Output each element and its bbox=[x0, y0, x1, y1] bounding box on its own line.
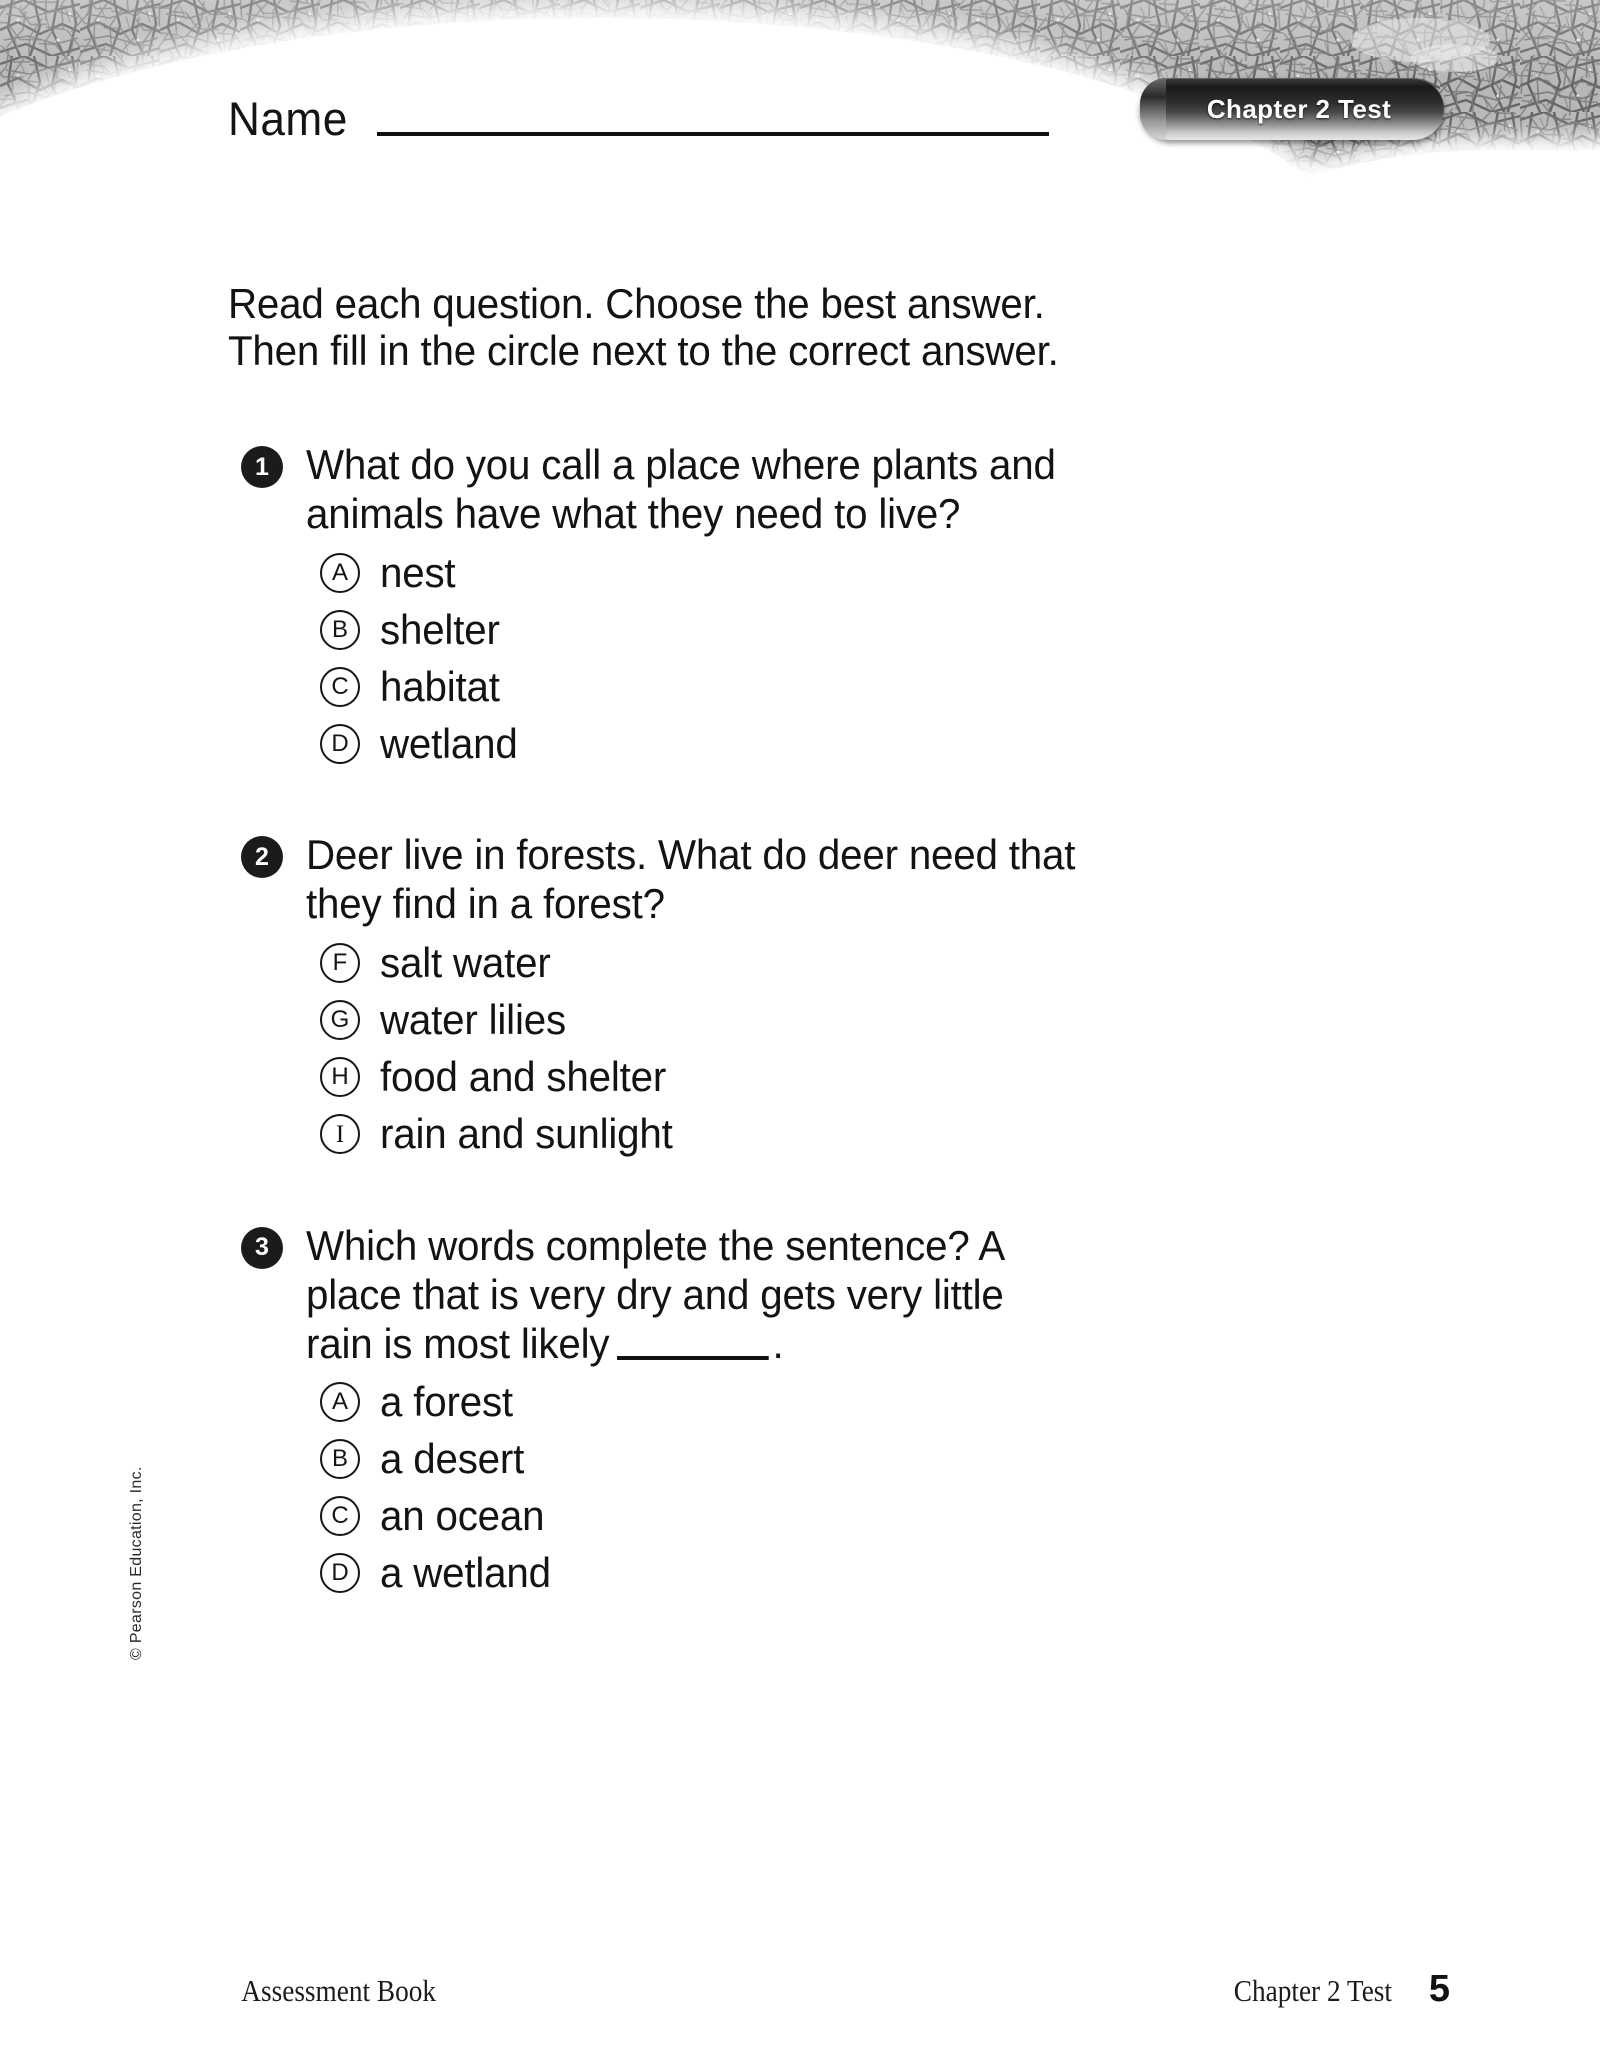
answer-options bbox=[306, 544, 1428, 772]
answer-option[interactable] bbox=[320, 1049, 1428, 1106]
question-item bbox=[228, 1221, 1428, 1602]
answer-option-label: nest bbox=[380, 548, 456, 596]
answer-option-label: a forest bbox=[380, 1378, 513, 1426]
answer-bubble-f[interactable]: F bbox=[320, 943, 360, 983]
page-number: 5 bbox=[1428, 1968, 1450, 2010]
instructions-block bbox=[228, 280, 1380, 374]
question-stem-line: place that is very dry and gets very little bbox=[306, 1270, 1004, 1318]
question-number-badge: 3 bbox=[241, 1227, 283, 1269]
answer-bubble-a[interactable]: A bbox=[320, 553, 360, 593]
answer-options bbox=[306, 1374, 1428, 1602]
answer-option[interactable] bbox=[320, 1374, 1428, 1431]
answer-option-label: an ocean bbox=[380, 1492, 545, 1540]
answer-option[interactable] bbox=[320, 544, 1428, 601]
answer-option[interactable] bbox=[320, 1106, 1428, 1163]
answer-option-label: food and shelter bbox=[380, 1053, 667, 1101]
answer-option-label: rain and sunlight bbox=[380, 1110, 673, 1158]
worksheet-content bbox=[228, 280, 1428, 1660]
question-stem-line-with-blank bbox=[306, 1319, 1383, 1368]
answer-option[interactable] bbox=[320, 601, 1428, 658]
question-stem bbox=[306, 1221, 1383, 1368]
answer-option[interactable] bbox=[320, 992, 1428, 1049]
answer-option[interactable] bbox=[320, 658, 1428, 715]
answer-option[interactable] bbox=[320, 1488, 1428, 1545]
footer-book-title: Assessment Book bbox=[241, 1973, 437, 2008]
answer-option-label: shelter bbox=[380, 605, 500, 653]
name-field-row bbox=[228, 92, 1049, 145]
answer-option-label: a desert bbox=[380, 1435, 525, 1483]
answer-bubble-d[interactable]: D bbox=[320, 724, 360, 764]
answer-option[interactable] bbox=[320, 935, 1428, 992]
answer-bubble-g[interactable]: G bbox=[320, 1000, 360, 1040]
instructions-line-1: Read each question. Choose the best answer. bbox=[228, 280, 1045, 327]
footer-chapter-title: Chapter 2 Test bbox=[1233, 1973, 1393, 2008]
question-stem-line: animals have what they need to live? bbox=[306, 490, 961, 538]
question-stem-text-before-blank: rain is most likely bbox=[306, 1319, 610, 1367]
answer-bubble-h[interactable]: H bbox=[320, 1057, 360, 1097]
chapter-test-badge-label: Chapter 2 Test bbox=[1206, 93, 1392, 124]
page-footer bbox=[228, 1968, 1450, 2011]
answer-bubble-d[interactable]: D bbox=[320, 1553, 360, 1593]
answer-option-label: salt water bbox=[380, 939, 551, 987]
answer-option[interactable] bbox=[320, 715, 1428, 772]
instructions-line-2: Then fill in the circle next to the correct answer. bbox=[228, 327, 1059, 375]
answer-option[interactable] bbox=[320, 1545, 1428, 1602]
question-stem-line: they find in a forest? bbox=[306, 880, 665, 928]
answer-bubble-b[interactable]: B bbox=[320, 1439, 360, 1479]
question-stem bbox=[306, 440, 1383, 538]
question-item bbox=[228, 440, 1428, 772]
question-number-badge: 1 bbox=[241, 446, 283, 488]
answer-option-label: wetland bbox=[380, 719, 518, 767]
question-stem-line: Which words complete the sentence? A bbox=[306, 1221, 1006, 1269]
answer-bubble-b[interactable]: B bbox=[320, 610, 360, 650]
question-stem bbox=[306, 830, 1383, 928]
answer-option-label: a wetland bbox=[380, 1549, 551, 1597]
answer-bubble-c[interactable]: C bbox=[320, 1496, 360, 1536]
answer-option-label: habitat bbox=[380, 662, 500, 710]
questions-list bbox=[228, 440, 1428, 1602]
name-write-in-line[interactable] bbox=[377, 132, 1049, 136]
answer-bubble-i[interactable]: I bbox=[320, 1114, 360, 1154]
question-stem-text-after-blank: . bbox=[772, 1319, 784, 1367]
answer-option-label: water lilies bbox=[380, 996, 566, 1044]
question-stem-line: What do you call a place where plants and bbox=[306, 441, 1056, 489]
footer-right-group bbox=[1223, 1968, 1450, 2011]
name-label: Name bbox=[228, 92, 348, 145]
answer-bubble-a[interactable]: A bbox=[320, 1382, 360, 1422]
answer-bubble-c[interactable]: C bbox=[320, 667, 360, 707]
fill-in-blank[interactable] bbox=[617, 1330, 769, 1360]
answer-option[interactable] bbox=[320, 1431, 1428, 1488]
question-stem-line: Deer live in forests. What do deer need that bbox=[306, 831, 1076, 879]
question-number-badge: 2 bbox=[241, 836, 283, 878]
chapter-test-badge bbox=[1140, 78, 1444, 140]
answer-options bbox=[306, 935, 1428, 1163]
question-item bbox=[228, 830, 1428, 1162]
copyright-notice: © Pearson Education, Inc. bbox=[128, 1466, 145, 1660]
